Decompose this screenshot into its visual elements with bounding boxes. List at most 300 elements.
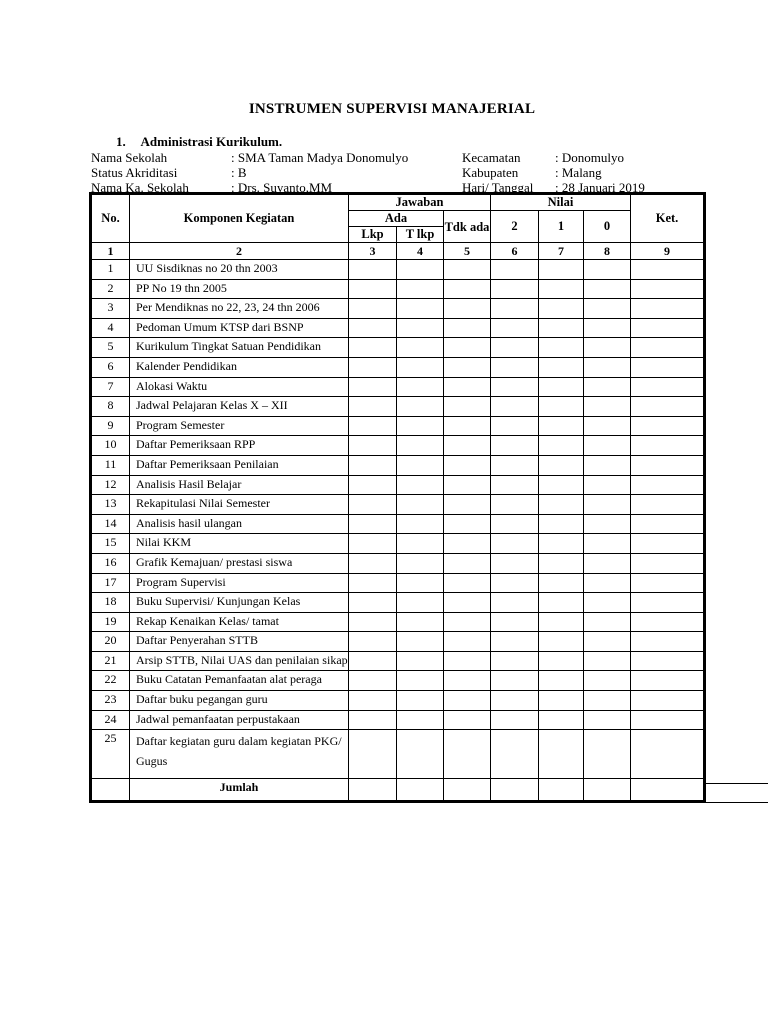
info-value: : B [231,165,247,180]
section-heading [116,134,282,150]
row-komponen: Program Supervisi [130,573,349,593]
cell-t-lkp[interactable] [397,279,444,299]
info-label: Status Akriditasi [91,165,178,180]
row-number: 21 [92,651,130,671]
cell-nilai-0[interactable] [584,397,631,417]
cell-ket[interactable] [631,299,704,319]
cell-nilai-1[interactable] [539,260,584,280]
table-row [92,338,704,358]
header-jawaban: Jawaban [349,195,491,211]
cell-ket[interactable] [631,416,704,436]
cell-nilai-2[interactable] [491,377,539,397]
cell-t-lkp[interactable] [397,455,444,475]
jumlah-cell[interactable] [397,779,444,801]
cell-nilai-1[interactable] [539,455,584,475]
cell-nilai-2[interactable] [491,553,539,573]
header-nilai: Nilai [491,195,631,211]
cell-tdk-ada[interactable] [444,710,491,730]
cell-lkp[interactable] [349,593,397,613]
cell-t-lkp[interactable] [397,651,444,671]
cell-tdk-ada[interactable] [444,691,491,711]
cell-ket[interactable] [631,612,704,632]
info-label: Nama Sekolah [91,150,168,165]
row-number: 16 [92,553,130,573]
cell-nilai-2[interactable] [491,691,539,711]
row-number: 20 [92,632,130,652]
cell-ket[interactable] [631,377,704,397]
cell-tdk-ada[interactable] [444,279,491,299]
header-nilai-2: 2 [491,211,539,243]
row-komponen: Grafik Kemajuan/ prestasi siswa [130,553,349,573]
cell-nilai-1[interactable] [539,357,584,377]
cell-t-lkp[interactable] [397,534,444,554]
cell-nilai-0[interactable] [584,455,631,475]
cell-nilai-0[interactable] [584,475,631,495]
cell-tdk-ada[interactable] [444,318,491,338]
row-number: 10 [92,436,130,456]
cell-tdk-ada[interactable] [444,593,491,613]
cell-lkp[interactable] [349,455,397,475]
cell-nilai-0[interactable] [584,260,631,280]
school-info [91,150,408,195]
cell-ket[interactable] [631,573,704,593]
table-row [92,495,704,515]
column-number: 6 [491,243,539,260]
cell-t-lkp[interactable] [397,593,444,613]
info-value: : Drs. Suyanto,MM [231,180,333,195]
cell-nilai-2[interactable] [491,730,539,779]
row-komponen: Pedoman Umum KTSP dari BSNP [130,318,349,338]
row-komponen: Kalender Pendidikan [130,357,349,377]
info-label: Hari/ Tanggal [462,180,534,195]
cell-tdk-ada[interactable] [444,455,491,475]
cell-nilai-0[interactable] [584,377,631,397]
column-number: 7 [539,243,584,260]
cell-lkp[interactable] [349,671,397,691]
cell-nilai-0[interactable] [584,514,631,534]
cell-nilai-2[interactable] [491,612,539,632]
cell-nilai-0[interactable] [584,318,631,338]
cell-t-lkp[interactable] [397,612,444,632]
cell-tdk-ada[interactable] [444,495,491,515]
row-number: 15 [92,534,130,554]
cell-ket[interactable] [631,730,704,779]
cell-tdk-ada[interactable] [444,671,491,691]
jumlah-cell[interactable] [491,779,539,801]
row-komponen: Kurikulum Tingkat Satuan Pendidikan [130,338,349,358]
cell-nilai-0[interactable] [584,730,631,779]
cell-tdk-ada[interactable] [444,553,491,573]
row-number: 24 [92,710,130,730]
cell-nilai-0[interactable] [584,436,631,456]
cell-tdk-ada[interactable] [444,514,491,534]
jumlah-label: Jumlah [130,779,349,801]
cell-lkp[interactable] [349,357,397,377]
cell-nilai-0[interactable] [584,691,631,711]
row-komponen: Analisis Hasil Belajar [130,475,349,495]
column-number: 1 [92,243,130,260]
row-number: 6 [92,357,130,377]
cell-tdk-ada[interactable] [444,377,491,397]
cell-nilai-1[interactable] [539,651,584,671]
table-row [92,416,704,436]
cell-nilai-0[interactable] [584,593,631,613]
row-number: 22 [92,671,130,691]
cell-nilai-1[interactable] [539,691,584,711]
cell-nilai-0[interactable] [584,495,631,515]
cell-t-lkp[interactable] [397,495,444,515]
cell-lkp[interactable] [349,632,397,652]
cell-ket[interactable] [631,671,704,691]
cell-ket[interactable] [631,436,704,456]
row-komponen: Jadwal pemanfaatan perpustakaan [130,710,349,730]
info-row-school-name [91,150,408,165]
table-row [92,632,704,652]
info-row-principal [91,180,408,195]
cell-t-lkp[interactable] [397,730,444,779]
cell-t-lkp[interactable] [397,710,444,730]
cell-t-lkp[interactable] [397,514,444,534]
cell-t-lkp[interactable] [397,475,444,495]
row-komponen: Analisis hasil ulangan [130,514,349,534]
cell-tdk-ada[interactable] [444,436,491,456]
info-row-regency [462,165,645,180]
row-number: 12 [92,475,130,495]
page-title: INSTRUMEN SUPERVISI MANAJERIAL [248,101,536,117]
cell-ket[interactable] [631,514,704,534]
cell-nilai-2[interactable] [491,338,539,358]
table-row [92,260,704,280]
cell-lkp[interactable] [349,710,397,730]
table-row [92,377,704,397]
row-komponen: Jadwal Pelajaran Kelas X – XII [130,397,349,417]
cell-ket[interactable] [631,338,704,358]
cell-tdk-ada[interactable] [444,416,491,436]
cell-t-lkp[interactable] [397,573,444,593]
row-number: 11 [92,455,130,475]
cell-t-lkp[interactable] [397,260,444,280]
cell-nilai-0[interactable] [584,612,631,632]
cell-tdk-ada[interactable] [444,397,491,417]
row-number: 25 [92,730,130,779]
row-number: 13 [92,495,130,515]
cell-nilai-1[interactable] [539,416,584,436]
header-nilai-1: 1 [539,211,584,243]
table-row [92,710,704,730]
cell-tdk-ada[interactable] [444,338,491,358]
cell-tdk-ada[interactable] [444,632,491,652]
cell-nilai-1[interactable] [539,671,584,691]
cell-lkp[interactable] [349,436,397,456]
header-tdk-ada: Tdk ada [444,211,491,243]
section-number: 1. [116,134,126,149]
row-komponen: Daftar buku pegangan guru [130,691,349,711]
cell-nilai-2[interactable] [491,573,539,593]
cell-nilai-2[interactable] [491,299,539,319]
header-ada: Ada [349,211,444,227]
jumlah-cell[interactable] [349,779,397,801]
row-komponen: PP No 19 thn 2005 [130,279,349,299]
cell-nilai-2[interactable] [491,436,539,456]
cell-nilai-1[interactable] [539,279,584,299]
cell-lkp[interactable] [349,318,397,338]
row-komponen: Rekapitulasi Nilai Semester [130,495,349,515]
jumlah-cell[interactable] [539,779,584,801]
cell-t-lkp[interactable] [397,632,444,652]
cell-lkp[interactable] [349,338,397,358]
cell-nilai-2[interactable] [491,279,539,299]
cell-nilai-0[interactable] [584,553,631,573]
cell-tdk-ada[interactable] [444,730,491,779]
cell-lkp[interactable] [349,377,397,397]
cell-nilai-1[interactable] [539,436,584,456]
row-number: 2 [92,279,130,299]
cell-lkp[interactable] [349,534,397,554]
cell-tdk-ada[interactable] [444,260,491,280]
table-row [92,534,704,554]
table-row [92,318,704,338]
cell-ket[interactable] [631,475,704,495]
table-row [92,651,704,671]
table-row [92,436,704,456]
cell-t-lkp[interactable] [397,299,444,319]
info-value: : SMA Taman Madya Donomulyo [231,150,409,165]
cell-nilai-2[interactable] [491,710,539,730]
cell-t-lkp[interactable] [397,671,444,691]
row-komponen: Rekap Kenaikan Kelas/ tamat [130,612,349,632]
table-row [92,475,704,495]
cell-lkp[interactable] [349,279,397,299]
cell-nilai-1[interactable] [539,338,584,358]
cell-nilai-1[interactable] [539,495,584,515]
info-row-district [462,150,645,165]
cell-lkp[interactable] [349,730,397,779]
row-number: 9 [92,416,130,436]
row-komponen: Alokasi Waktu [130,377,349,397]
cell-nilai-2[interactable] [491,671,539,691]
table-row [92,299,704,319]
cell-ket[interactable] [631,534,704,554]
column-number: 2 [130,243,349,260]
cell-ket[interactable] [631,691,704,711]
cell-nilai-2[interactable] [491,318,539,338]
row-komponen: Daftar Penyerahan STTB [130,632,349,652]
cell-tdk-ada[interactable] [444,299,491,319]
cell-lkp[interactable] [349,553,397,573]
cell-ket[interactable] [631,318,704,338]
cell-nilai-2[interactable] [491,593,539,613]
cell-nilai-1[interactable] [539,475,584,495]
cell-nilai-0[interactable] [584,671,631,691]
cell-nilai-1[interactable] [539,730,584,779]
table-row [92,730,704,779]
location-info [462,150,645,195]
cell-ket[interactable] [631,553,704,573]
cell-nilai-0[interactable] [584,338,631,358]
cell-ket[interactable] [631,495,704,515]
cell-ket[interactable] [631,279,704,299]
cell-t-lkp[interactable] [397,357,444,377]
row-number: 14 [92,514,130,534]
cell-nilai-1[interactable] [539,632,584,652]
header-ket: Ket. [631,195,704,243]
column-number: 5 [444,243,491,260]
cell-t-lkp[interactable] [397,338,444,358]
table-row [92,397,704,417]
cell-nilai-1[interactable] [539,553,584,573]
cell-lkp[interactable] [349,416,397,436]
jumlah-ket-box [704,783,768,803]
row-komponen: Buku Supervisi/ Kunjungan Kelas [130,593,349,613]
supervision-table [91,194,704,801]
cell-nilai-1[interactable] [539,514,584,534]
cell-nilai-0[interactable] [584,632,631,652]
cell-tdk-ada[interactable] [444,475,491,495]
cell-t-lkp[interactable] [397,553,444,573]
cell-nilai-1[interactable] [539,299,584,319]
cell-lkp[interactable] [349,397,397,417]
jumlah-empty-cell [92,779,130,801]
info-value: : Malang [555,165,602,180]
cell-nilai-0[interactable] [584,534,631,554]
jumlah-cell[interactable] [444,779,491,801]
cell-tdk-ada[interactable] [444,651,491,671]
cell-nilai-0[interactable] [584,416,631,436]
header-nilai-0: 0 [584,211,631,243]
row-komponen: Buku Catatan Pemanfaatan alat peraga [130,671,349,691]
cell-nilai-1[interactable] [539,573,584,593]
cell-nilai-1[interactable] [539,612,584,632]
cell-ket[interactable] [631,455,704,475]
cell-lkp[interactable] [349,299,397,319]
cell-tdk-ada[interactable] [444,612,491,632]
cell-nilai-2[interactable] [491,534,539,554]
table-row [92,593,704,613]
cell-tdk-ada[interactable] [444,357,491,377]
row-number: 23 [92,691,130,711]
cell-ket[interactable] [631,260,704,280]
cell-nilai-2[interactable] [491,260,539,280]
cell-nilai-1[interactable] [539,534,584,554]
row-komponen: Program Semester [130,416,349,436]
cell-ket[interactable] [631,593,704,613]
jumlah-cell[interactable] [631,779,704,801]
table-row [92,357,704,377]
info-value: : 28 Januari 2019 [555,180,645,195]
row-number: 3 [92,299,130,319]
info-row-accreditation [91,165,408,180]
cell-ket[interactable] [631,632,704,652]
cell-nilai-0[interactable] [584,279,631,299]
cell-lkp[interactable] [349,475,397,495]
header-no: No. [92,195,130,243]
cell-lkp[interactable] [349,651,397,671]
table-row [92,514,704,534]
info-label: Kabupaten [462,165,519,180]
cell-ket[interactable] [631,651,704,671]
row-number: 4 [92,318,130,338]
cell-nilai-2[interactable] [491,455,539,475]
cell-nilai-0[interactable] [584,651,631,671]
cell-lkp[interactable] [349,260,397,280]
cell-ket[interactable] [631,397,704,417]
column-number: 9 [631,243,704,260]
cell-tdk-ada[interactable] [444,573,491,593]
cell-nilai-2[interactable] [491,651,539,671]
cell-lkp[interactable] [349,573,397,593]
cell-nilai-0[interactable] [584,573,631,593]
cell-nilai-1[interactable] [539,710,584,730]
cell-t-lkp[interactable] [397,318,444,338]
cell-nilai-0[interactable] [584,357,631,377]
cell-lkp[interactable] [349,514,397,534]
table-row [92,279,704,299]
cell-t-lkp[interactable] [397,397,444,417]
table-row [92,691,704,711]
cell-lkp[interactable] [349,691,397,711]
cell-nilai-2[interactable] [491,495,539,515]
cell-nilai-2[interactable] [491,357,539,377]
table-row [92,553,704,573]
cell-t-lkp[interactable] [397,691,444,711]
info-label: Kecamatan [462,150,521,165]
cell-nilai-0[interactable] [584,299,631,319]
row-number: 7 [92,377,130,397]
table-row [92,573,704,593]
column-number: 4 [397,243,444,260]
jumlah-cell[interactable] [584,779,631,801]
cell-nilai-1[interactable] [539,377,584,397]
table-row [92,455,704,475]
cell-ket[interactable] [631,710,704,730]
column-number: 8 [584,243,631,260]
row-number: 19 [92,612,130,632]
header-komponen: Komponen Kegiatan [130,195,349,243]
row-komponen: Arsip STTB, Nilai UAS dan penilaian sikap [130,651,349,671]
row-number: 5 [92,338,130,358]
info-value: : Donomulyo [555,150,624,165]
row-komponen: Nilai KKM [130,534,349,554]
cell-nilai-2[interactable] [491,475,539,495]
header-t-lkp: T lkp [397,227,444,243]
info-row-date [462,180,645,195]
cell-nilai-2[interactable] [491,514,539,534]
cell-lkp[interactable] [349,495,397,515]
row-komponen: UU Sisdiknas no 20 thn 2003 [130,260,349,280]
cell-t-lkp[interactable] [397,377,444,397]
row-komponen: Daftar Pemeriksaan RPP [130,436,349,456]
cell-nilai-1[interactable] [539,593,584,613]
row-number: 17 [92,573,130,593]
row-komponen: Per Mendiknas no 22, 23, 24 thn 2006 [130,299,349,319]
cell-nilai-2[interactable] [491,632,539,652]
cell-nilai-2[interactable] [491,397,539,417]
cell-nilai-0[interactable] [584,710,631,730]
cell-nilai-1[interactable] [539,318,584,338]
row-number: 1 [92,260,130,280]
cell-tdk-ada[interactable] [444,534,491,554]
cell-lkp[interactable] [349,612,397,632]
table-row [92,671,704,691]
column-number: 3 [349,243,397,260]
cell-nilai-1[interactable] [539,397,584,417]
cell-t-lkp[interactable] [397,436,444,456]
cell-ket[interactable] [631,357,704,377]
cell-nilai-2[interactable] [491,416,539,436]
table-row [92,612,704,632]
row-number: 8 [92,397,130,417]
cell-t-lkp[interactable] [397,416,444,436]
